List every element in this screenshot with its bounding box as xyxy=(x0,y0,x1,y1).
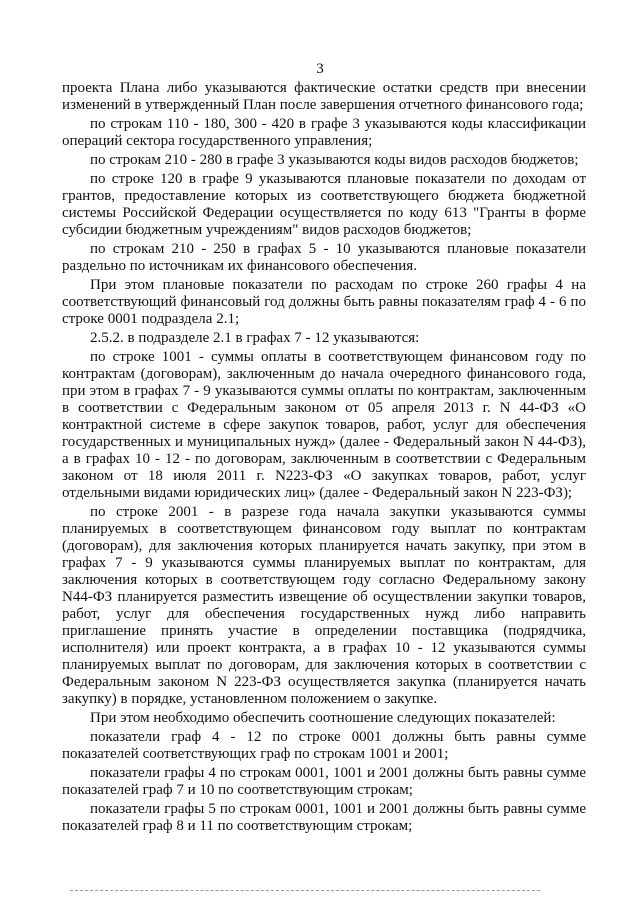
paragraph-rows-110-180: по строкам 110 - 180, 300 - 420 в графе 3 указываются коды классификации операций сектора государственного управления; xyxy=(62,116,586,149)
paragraph-ratio-4-12: показатели граф 4 - 12 по строке 0001 должны быть равны сумме показателей соответствующих граф по строкам 1001 и 2001; xyxy=(62,729,586,762)
paragraph-row-120: по строке 120 в графе 9 указываются плановые показатели по доходам от грантов, предоставление которых из соответствующего бюджета бюджетной системы Российской Федерации осуществляется по коду 613 "Гранты в форме субсидии бюджетным учреждениям" видов расходов бюджетов; xyxy=(62,171,586,238)
scan-artifact-line xyxy=(70,890,540,891)
document-body xyxy=(62,80,586,837)
paragraph-ratio-column-4: показатели графы 4 по строкам 0001, 1001 и 2001 должны быть равны сумме показателей граф 7 и 10 по соответствующим строкам; xyxy=(62,765,586,798)
paragraph-row-1001: по строке 1001 - суммы оплаты в соответствующем финансовом году по контрактам (договорам), заключенным до начала очередного финансового года, при этом в графах 7 - 9 указываются суммы оплаты по контрактам, заключенным в соответствии с Федеральным законом от 05 апреля 2013 г. N 44-ФЗ «О контрактной системе в сфере закупок товаров, работ, услуг для обеспечения государственных и муниципальных нужд» (далее - Федеральный закон N 44-ФЗ), а в графах 10 - 12 - по договорам, заключенным в соответствии с Федеральным законом от 18 июля 2011 г. N223-ФЗ «О закупках товаров, работ, услуг отдельными видами юридических лиц» (далее - Федеральный закон N 223-ФЗ); xyxy=(62,349,586,501)
paragraph-continuation: проекта Плана либо указываются фактические остатки средств при внесении изменений в утвержденный План после завершения отчетного финансового года; xyxy=(62,80,586,113)
paragraph-ratio-column-5: показатели графы 5 по строкам 0001, 1001 и 2001 должны быть равны сумме показателей граф 8 и 11 по соответствующим строкам; xyxy=(62,801,586,834)
page-number: 3 xyxy=(316,61,324,77)
paragraph-rows-210-250: по строкам 210 - 250 в графах 5 - 10 указываются плановые показатели раздельно по источникам их финансового обеспечения. xyxy=(62,241,586,274)
paragraph-ratio-intro: При этом необходимо обеспечить соотношение следующих показателей: xyxy=(90,710,556,726)
paragraph-section-2-5-2: 2.5.2. в подразделе 2.1 в графах 7 - 12 указываются: xyxy=(90,330,420,346)
paragraph-row-260: При этом плановые показатели по расходам по строке 260 графы 4 на соответствующий финансовый год должны быть равны показателям граф 4 - 6 по строке 0001 подраздела 2.1; xyxy=(62,277,586,327)
paragraph-row-2001: по строке 2001 - в разрезе года начала закупки указываются суммы планируемых в соответствующем финансовом году выплат по контрактам (договорам), для заключения которых планируется начать закупку, при этом в графах 7 - 9 указываются суммы планируемых выплат по контрактам, для заключения которых в соответствующем году согласно Федеральному закону N44-ФЗ планируется разместить извещение об осуществлении закупки товаров, работ, услуг для обеспечения государственных нужд либо направить приглашение принять участие в определении поставщика (подрядчика, исполнителя) или проект контракта, а в графах 10 - 12 указываются суммы планируемых выплат по договорам, для заключения которых в соответствии с Федеральным законом N 223-ФЗ осуществляется закупка (планируется начать закупку) в порядке, установленном положением о закупке. xyxy=(62,504,586,707)
paragraph-rows-210-280: по строкам 210 - 280 в графе 3 указываются коды видов расходов бюджетов; xyxy=(90,152,579,168)
